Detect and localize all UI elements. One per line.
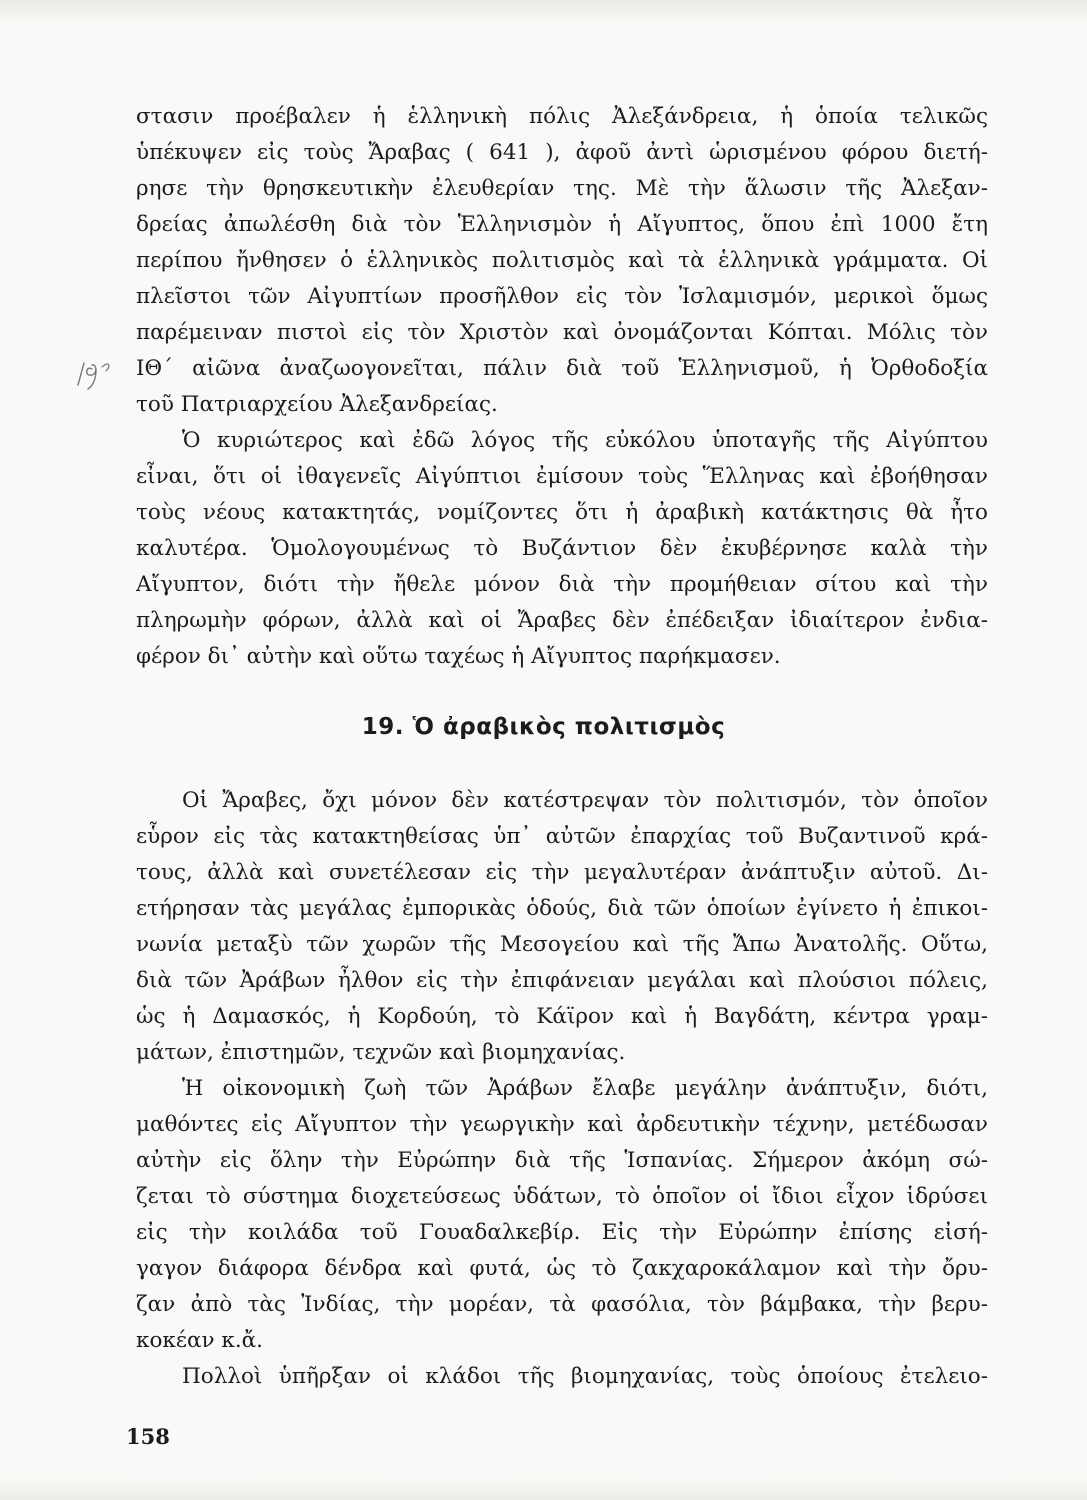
text-line: Ἡ οἰκονομικὴ ζωὴ τῶν Ἀράβων ἔλαβε μεγάλην ἀνάπτυξιν, διότι, — [182, 1076, 988, 1101]
text-line: πλεῖστοι τῶν Αἰγυπτίων προσῆλθον εἰς τὸν Ἰσλαμισμόν, μερικοὶ ὅμως — [136, 284, 988, 309]
text-line: εὗρον εἰς τὰς κατακτηθείσας ὑπ᾽ αὐτῶν ἐπαρχίας τοῦ Βυζαντινοῦ κρά- — [136, 824, 988, 849]
text-line: τους, ἀλλὰ καὶ συνετέλεσαν εἰς τὴν μεγαλυτέραν ἀνάπτυξιν αὐτοῦ. Δι- — [136, 860, 988, 885]
text-line: διὰ τῶν Ἀράβων ἦλθον εἰς τὴν ἐπιφάνειαν μεγάλαι καὶ πλούσιοι πόλεις, — [136, 968, 988, 993]
text-line: Ὁ κυριώτερος καὶ ἐδῶ λόγος τῆς εὐκόλου ὑποταγῆς τῆς Αἰγύπτου — [182, 428, 988, 453]
text-line: εἶναι, ὅτι οἱ ἰθαγενεῖς Αἰγύπτιοι ἐμίσουν τοὺς Ἕλληνας καὶ ἐβοήθησαν — [136, 464, 988, 489]
handwritten-margin-note — [72, 355, 128, 395]
text-line: καλυτέρα. Ὁμολογουμένως τὸ Βυζάντιον δὲν ἐκυβέρνησε καλὰ τὴν — [136, 536, 988, 561]
text-line: Αἴγυπτον, διότι τὴν ἤθελε μόνον διὰ τὴν προμήθειαν σίτου καὶ τὴν — [136, 572, 988, 597]
text-line: μαθόντες εἰς Αἴγυπτον τὴν γεωργικὴν καὶ ἀρδευτικὴν τέχνην, μετέδωσαν — [136, 1112, 988, 1137]
text-line: παρέμειναν πιστοὶ εἰς τὸν Χριστὸν καὶ ὀνομάζονται Κόπται. Μόλις τὸν — [136, 320, 988, 345]
text-line: γαγον διάφορα δένδρα καὶ φυτά, ὡς τὸ ζακχαροκάλαμον καὶ τὴν ὄρυ- — [136, 1256, 988, 1281]
text-line: δρείας ἀπωλέσθη διὰ τὸν Ἑλληνισμὸν ἡ Αἴγυπτος, ὅπου ἐπὶ 1000 ἔτη — [136, 212, 988, 237]
text-line: περίπου ἤνθησεν ὁ ἑλληνικὸς πολιτισμὸς καὶ τὰ ἑλληνικὰ γράμματα. Οἱ — [136, 248, 988, 273]
text-line: ετήρησαν τὰς μεγάλας ἐμπορικὰς ὁδούς, διὰ τῶν ὁποίων ἐγίνετο ἡ ἐπικοι- — [136, 896, 988, 921]
text-line: Πολλοὶ ὑπῆρξαν οἱ κλάδοι τῆς βιομηχανίας, τοὺς ὁποίους ἐτελειο- — [182, 1364, 988, 1389]
page-number: 158 — [126, 1424, 170, 1449]
text-line: Οἱ Ἄραβες, ὄχι μόνον δὲν κατέστρεψαν τὸν πολιτισμόν, τὸν ὁποῖον — [182, 788, 988, 813]
text-line: ὑπέκυψεν εἰς τοὺς Ἄραβας ( 641 ), ἀφοῦ ἀντὶ ὡρισμένου φόρου διετή- — [136, 140, 988, 165]
text-line: νωνία μεταξὺ τῶν χωρῶν τῆς Μεσογείου καὶ τῆς Ἄπω Ἀνατολῆς. Οὕτω, — [136, 932, 988, 957]
text-line: πληρωμὴν φόρων, ἀλλὰ καὶ οἱ Ἄραβες δὲν ἐπέδειξαν ἰδιαίτερον ἐνδια- — [136, 608, 988, 633]
text-line: ὡς ἡ Δαμασκός, ἡ Κορδούη, τὸ Κάϊρον καὶ ἡ Βαγδάτη, κέντρα γραμ- — [136, 1004, 988, 1029]
text-line: τοὺς νέους κατακτητάς, νομίζοντες ὅτι ἡ ἀραβικὴ κατάκτησις θὰ ἦτο — [136, 500, 988, 525]
text-line: ζαν ἀπὸ τὰς Ἰνδίας, τὴν μορέαν, τὰ φασόλια, τὸν βάμβακα, τὴν βερυ- — [136, 1292, 988, 1317]
text-line: ζεται τὸ σύστημα διοχετεύσεως ὑδάτων, τὸ ὁποῖον οἱ ἴδιοι εἶχον ἱδρύσει — [136, 1184, 988, 1209]
text-line: ΙΘ´ αἰῶνα ἀναζωογονεῖται, πάλιν διὰ τοῦ Ἑλληνισμοῦ, ἡ Ὀρθοδοξία — [136, 356, 988, 381]
text-line: αὐτὴν εἰς ὅλην τὴν Εὐρώπην διὰ τῆς Ἱσπανίας. Σήμερον ἀκόμη σώ- — [136, 1148, 988, 1173]
section-heading: 19. Ὁ ἀραβικὸς πολιτισμὸς — [361, 714, 726, 740]
text-line: ρησε τὴν θρησκευτικὴν ἐλευθερίαν της. Μὲ τὴν ἅλωσιν τῆς Ἀλεξαν- — [136, 176, 988, 201]
text-line: εἰς τὴν κοιλάδα τοῦ Γουαδαλκεβίρ. Εἰς τὴν Εὐρώπην ἐπίσης εἰσή- — [136, 1220, 988, 1245]
text-line: τοῦ Πατριαρχείου Ἀλεξανδρείας. — [136, 392, 498, 417]
text-line: φέρον δι᾽ αὐτὴν καὶ οὕτω ταχέως ἡ Αἴγυπτος παρήκμασεν. — [136, 644, 781, 669]
text-line: μάτων, ἐπιστημῶν, τεχνῶν καὶ βιομηχανίας. — [136, 1040, 626, 1065]
text-line: κοκέαν κ.ἄ. — [136, 1328, 264, 1353]
text-line: στασιν προέβαλεν ἡ ἑλληνικὴ πόλις Ἀλεξάνδρεια, ἡ ὁποία τελικῶς — [136, 104, 988, 129]
